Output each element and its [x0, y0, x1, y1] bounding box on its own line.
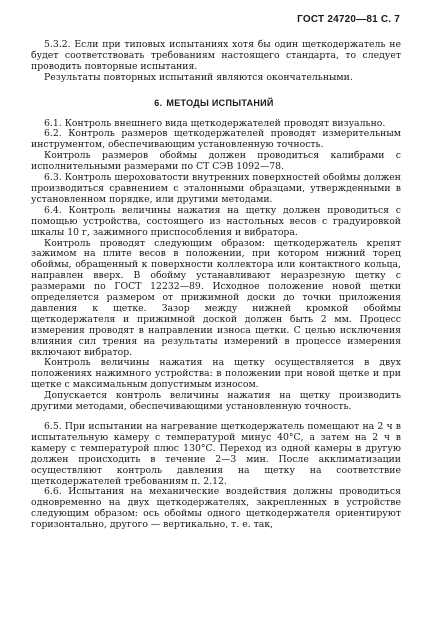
section-number: 6.	[154, 97, 163, 108]
paragraph-6-4-other-methods: Допускается контроль величины нажатия на щетку производить другими методами, обеспечивающими установленную точность.	[31, 390, 401, 413]
document-body	[31, 40, 401, 531]
section-title	[31, 98, 401, 109]
paragraph-6-4-positions: Контроль величины нажатия на щетку осуществляется в двух положениях нажимного устройства: в положении при новой щетке и при щетке с максимальным допустимым износом.	[31, 357, 401, 391]
paragraph-6-6: 6.6. Испытания на механические воздействия должны проводиться одновременно на двух щеткодержателях, закрепленных в устройстве следующим образом: ось обоймы одного щеткодержателя ориентируют горизонтально, другого — вертикально, т. е. так,	[31, 486, 401, 531]
paragraph-6-4-procedure: Контроль проводят следующим образом: щеткодержатель крепят зажимом на плите весов в положении, при котором нижний торец обоймы, обращенный к поверхности коллектора или контактного кольца, направлен вверх. В обойму устанавливают неразрезную щетку с размерами по ГОСТ 12232—89. Исходное положение новой щетки определяется размером от прижимной доски до точки приложения давления к щетке. Зазор между нижней кромкой обоймы щеткодержателя и прижимной доской должен быть 2 мм. Процесс измерения проводят в направлении износа щетки. С целью исключения влияния сил трения на результаты измерений в процессе измерения включают вибратор.	[31, 237, 401, 358]
paragraph-6-3: 6.3. Контроль шероховатости внутренних поверхностей обоймы должен производиться сравнением с эталонными образцами, утвержденными в установленном порядке, или другими методами.	[31, 172, 401, 205]
paragraph-6-1: 6.1. Контроль внешнего вида щеткодержателей проводят визуально.	[44, 117, 386, 129]
paragraph-6-4: 6.4. Контроль величины нажатия на щетку должен проводиться с помощью устройства, состоящего из настольных весов с градуировкой шкалы 10 г, зажимного приспособления и вибратора.	[31, 204, 401, 238]
paragraph-5-3-2: 5.3.2. Если при типовых испытаниях хотя бы один щеткодержатель не будет соответствовать требованиям настоящего стандарта, то следует проводить повторные испытания.	[31, 39, 401, 72]
paragraph-6-2-calibers: Контроль размеров обоймы должен проводиться калибрами с исполнительными размерами по СТ СЭВ 1092—78.	[31, 150, 401, 173]
paragraph-results-final: Результаты повторных испытаний являются окончательными.	[44, 71, 353, 83]
paragraph-6-5: 6.5. При испытании на нагревание щеткодержатель помещают на 2 ч в испытательную камеру с температурой минус 40°С, а затем на 2 ч в камеру с температурой плюс 130°С. Переход из одной камеры в другую должен происходить в течение 2—3 мин. После акклиматизации осуществляют контроль давления на щетку на соответствие щеткодержателей требованиям п. 2.12.	[31, 421, 401, 487]
running-head: ГОСТ 24720—81 С. 7	[297, 14, 400, 25]
paragraph-6-2: 6.2. Контроль размеров щеткодержателей проводят измерительным инструментом, обеспечивающим установленную точность.	[31, 128, 401, 151]
section-title-text: МЕТОДЫ ИСПЫТАНИЙ	[166, 97, 274, 108]
